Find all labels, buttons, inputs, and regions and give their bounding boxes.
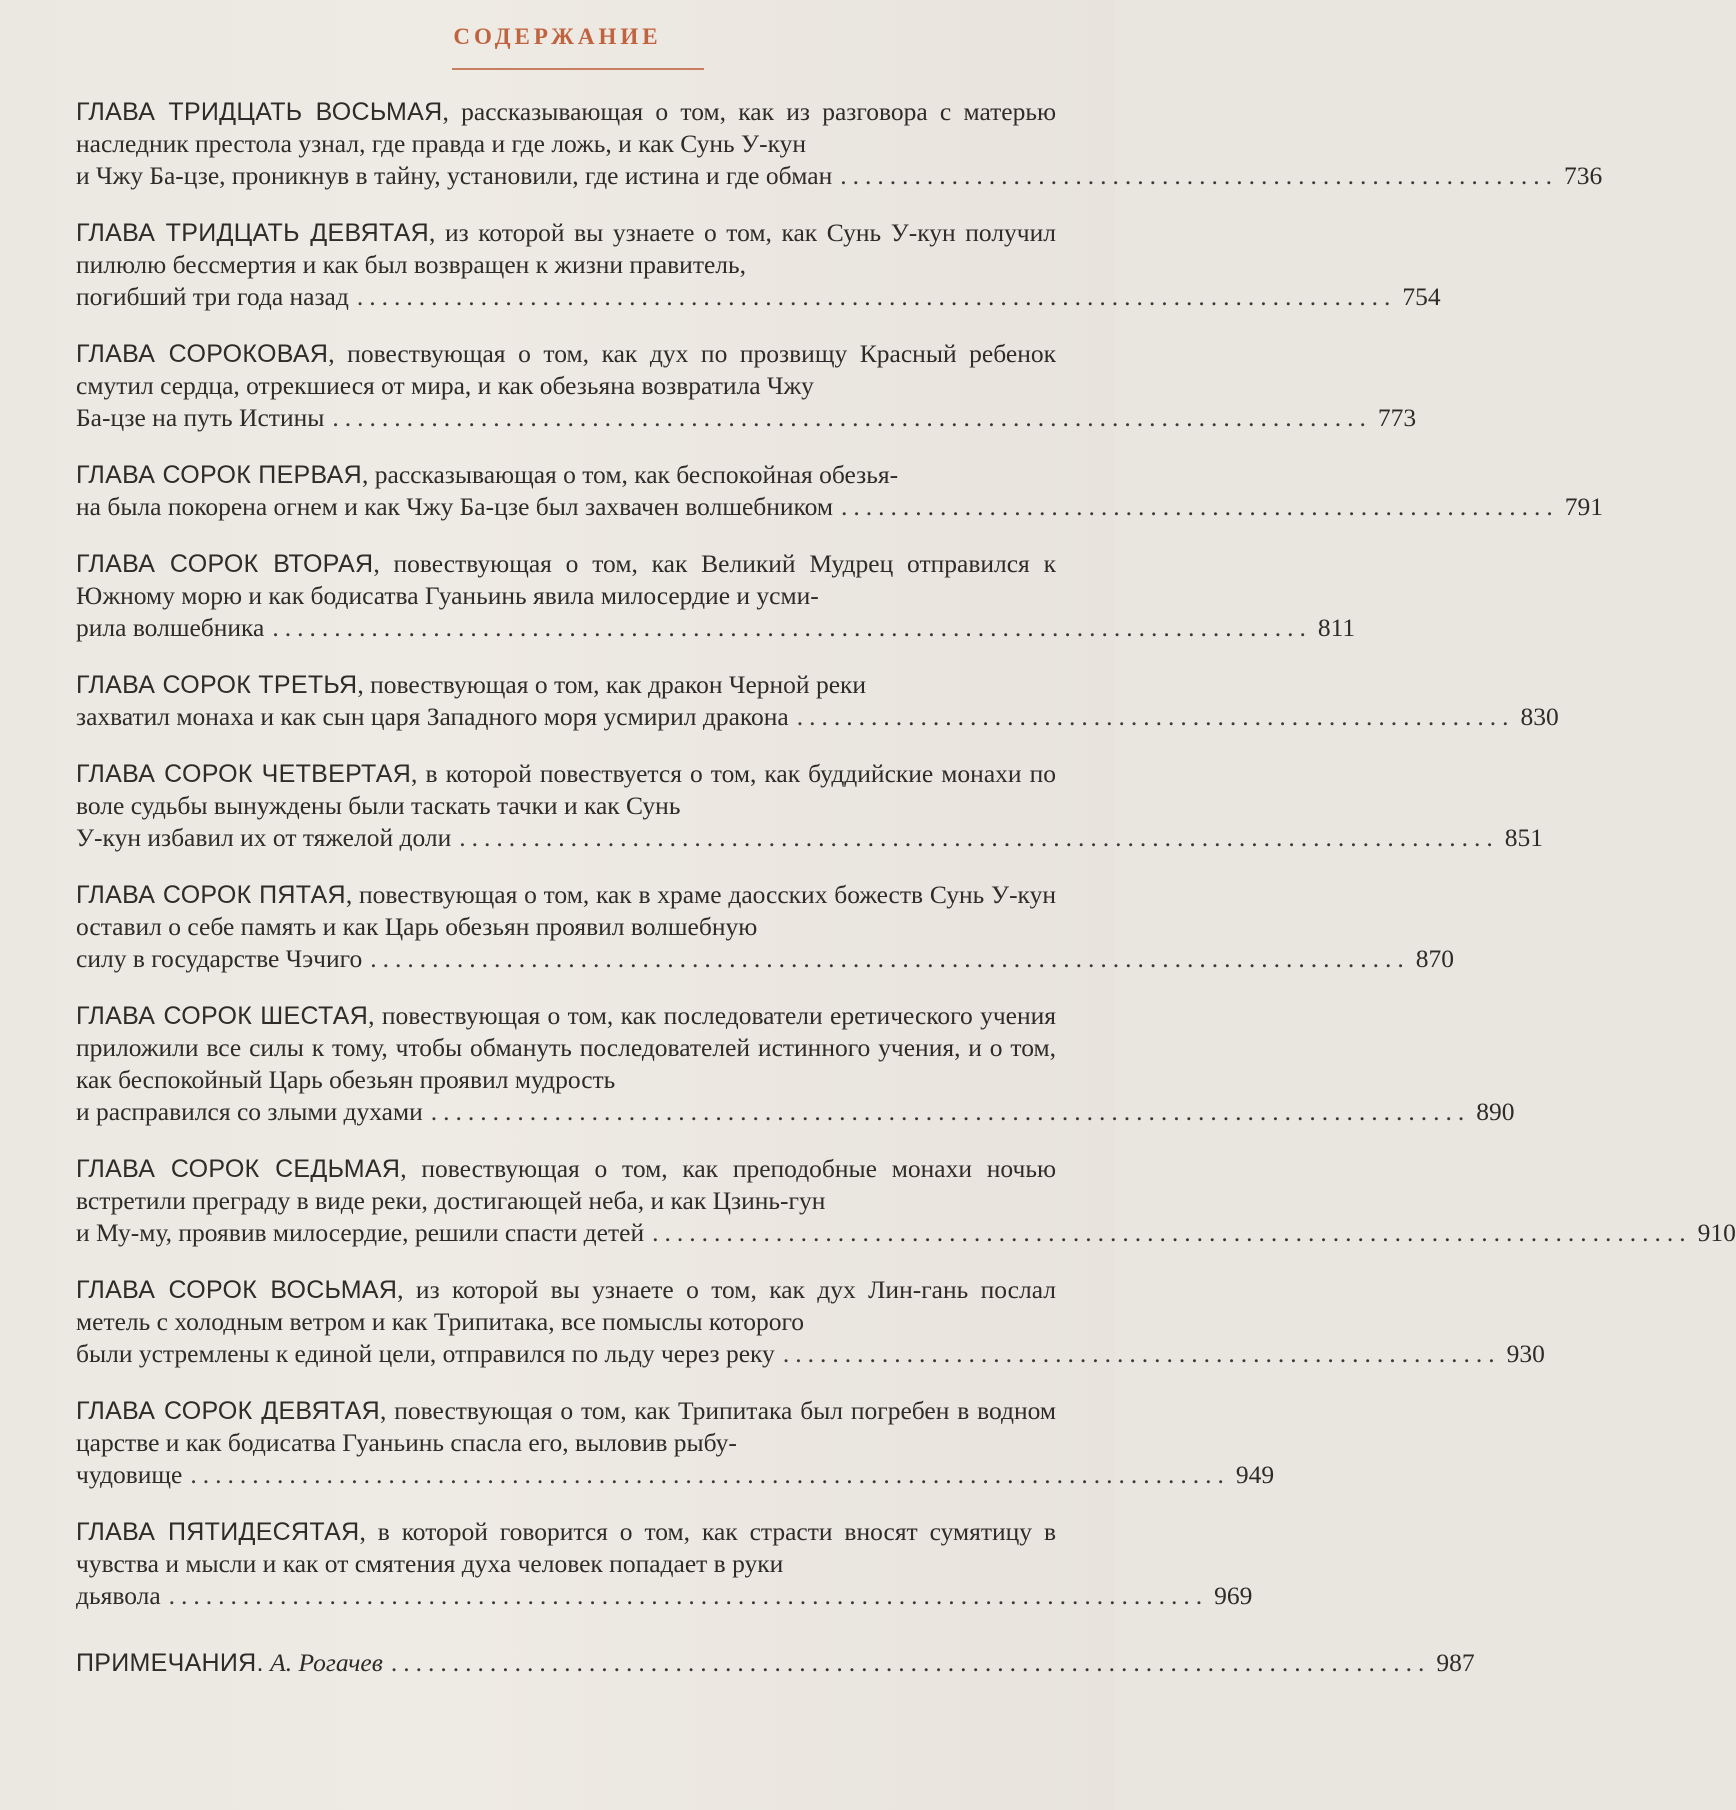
toc-entry[interactable] — [76, 1000, 1515, 1128]
toc-last-line — [76, 160, 1603, 192]
leader-dots: .................................................................................... — [168, 1581, 1209, 1610]
toc-last-line — [76, 1217, 1736, 1249]
toc-last-line — [76, 491, 1604, 523]
page-number: 969 — [1214, 1581, 1253, 1610]
toc-entry[interactable] — [76, 96, 1603, 192]
chapter-title: ГЛАВА ТРИДЦАТЬ ДЕВЯТАЯ — [76, 219, 430, 247]
chapter-description-end: У-кун избавил их от тяжелой доли — [76, 823, 452, 852]
page-number: 754 — [1402, 282, 1441, 311]
chapter-description-end: и Чжу Ба-цзе, проникнув в тайну, установили, где истина и где обман — [76, 161, 833, 190]
heading-underline — [452, 68, 704, 70]
chapter-description: , из которой вы узнаете о том, как Сунь У-кун получил пилюлю бессмертия и как был возвращен к жизни правитель, — [76, 218, 1056, 279]
chapter-description: , в которой говорится о том, как страсти вносят сумятицу в чувства и мысли и как от смятения духа человек попадает в руки — [76, 1517, 1056, 1578]
page-number: 930 — [1506, 1339, 1545, 1368]
toc-entry[interactable] — [76, 1153, 1736, 1249]
chapter-description: , из которой вы узнаете о том, как дух Лин-гань послал метель с холодным ветром и как Трипитака, все помыслы которого — [76, 1275, 1056, 1336]
leader-dots: .................................................................................... — [652, 1218, 1692, 1247]
chapter-description-end: чудовище — [76, 1460, 183, 1489]
page-number: 949 — [1235, 1460, 1275, 1489]
page-number: 870 — [1415, 944, 1454, 973]
leader-dots: .................................................................................... — [430, 1097, 1471, 1126]
toc-entry[interactable] — [76, 548, 1356, 644]
toc-last-line — [76, 402, 1417, 434]
leader-dots: .................................................................................... — [332, 403, 1372, 432]
page-number: 773 — [1377, 403, 1417, 432]
toc-last-line — [76, 281, 1441, 313]
chapter-title: ГЛАВА СОРОКОВАЯ — [76, 340, 329, 368]
chapter-title: ГЛАВА СОРОК ШЕСТАЯ — [76, 1002, 369, 1030]
chapter-description: , повествующая о том, как преподобные монахи ночью встретили преграду в виде реки, достигающей неба, и как Цзинь-гун — [76, 1154, 1056, 1215]
leader-dots: .................................................................................... — [390, 1648, 1431, 1677]
chapter-description-end: и Му-му, проявив милосердие, решили спасти детей — [76, 1218, 645, 1247]
chapter-description: , повествующая о том, как в храме даосских божеств Сунь У-кун оставил о себе память и как Царь обезьян проявил волшебную — [76, 880, 1056, 941]
table-of-contents — [76, 96, 1736, 1677]
contents-heading: СОДЕРЖАНИЕ — [453, 24, 662, 49]
toc-last-line — [76, 1580, 1253, 1612]
leader-dots: .................................................................................... — [356, 282, 1397, 311]
chapter-title: ГЛАВА ТРИДЦАТЬ ВОСЬМАЯ — [76, 98, 443, 126]
toc-entry[interactable] — [76, 217, 1441, 313]
toc-entry[interactable] — [76, 879, 1454, 975]
chapter-title: ГЛАВА СОРОК СЕДЬМАЯ — [76, 1155, 401, 1183]
toc-last-line — [76, 1459, 1275, 1491]
toc-last-line — [76, 943, 1454, 975]
page-number: 851 — [1504, 823, 1543, 852]
page-number: 987 — [1436, 1648, 1475, 1677]
toc-entry[interactable] — [76, 669, 1559, 733]
chapter-description-end: Ба-цзе на путь Истины — [76, 403, 325, 432]
chapter-description: , рассказывающая о том, как из разговора с матерью наследник престола узнал, где правда и где ложь, и как Сунь У-кун — [76, 97, 1056, 158]
toc-entry[interactable] — [76, 1516, 1253, 1612]
toc-last-line — [76, 612, 1356, 644]
chapter-description-end: на была покорена огнем и как Чжу Ба-цзе был захвачен волшебником — [76, 492, 834, 521]
leader-dots: .................................................................................... — [272, 613, 1312, 642]
chapter-title: ГЛАВА СОРОК ВОСЬМАЯ — [76, 1276, 398, 1304]
chapter-title: ГЛАВА ПЯТИДЕСЯТАЯ — [76, 1518, 360, 1546]
notes-author: А. Рогачев — [270, 1648, 383, 1677]
toc-last-line — [76, 1338, 1545, 1370]
leader-dots: .......................................................... — [840, 161, 1558, 190]
page-number: 736 — [1563, 161, 1603, 190]
chapter-description-end: погибший три года назад — [76, 282, 349, 311]
toc-notes-entry[interactable] — [76, 1647, 1475, 1679]
toc-last-line — [76, 1096, 1515, 1128]
chapter-description-end: захватил монаха и как сын царя Западного моря усмирил дракона — [76, 702, 789, 731]
chapter-description: , повествующая о том, как Великий Мудрец отправился к Южному морю и как бодисатва Гуаньинь явила милосердие и усми- — [76, 549, 1056, 610]
notes-title: ПРИМЕЧАНИЯ. — [76, 1649, 264, 1677]
toc-last-line — [76, 1647, 1475, 1679]
chapter-description: , повествующая о том, как последователи еретического учения приложили все силы к тому, чтобы обмануть последователей истинного учения, и о том, как беспокойный Царь обезьян проявил мудрость — [76, 1001, 1056, 1094]
toc-entry[interactable] — [76, 338, 1417, 434]
leader-dots: .................................................................................... — [370, 944, 1410, 973]
leader-dots: .......................................................... — [841, 492, 1559, 521]
chapter-description-end: силу в государстве Чэчиго — [76, 944, 363, 973]
chapter-description-end: и расправился со злыми духами — [76, 1097, 423, 1126]
chapter-description: , повествующая о том, как дракон Черной реки — [357, 670, 867, 699]
chapter-title: ГЛАВА СОРОК ЧЕТВЕРТАЯ — [76, 760, 412, 788]
chapter-description: , повествующая о том, как Трипитака был погребен в водном царстве и как бодисатва Гуаньинь спасла его, выловив рыбу- — [76, 1396, 1056, 1457]
leader-dots: .................................................................................... — [190, 1460, 1230, 1489]
toc-entry[interactable] — [76, 1274, 1545, 1370]
toc-last-line — [76, 701, 1559, 733]
leader-dots: .......................................................... — [782, 1339, 1501, 1368]
toc-last-line — [76, 822, 1543, 854]
chapter-description-end: были устремлены к единой цели, отправился по льду через реку — [76, 1339, 775, 1368]
leader-dots: .................................................................................... — [459, 823, 1499, 852]
chapter-title: ГЛАВА СОРОК ПЯТАЯ — [76, 881, 346, 909]
page-number: 890 — [1476, 1097, 1515, 1126]
toc-entry[interactable] — [76, 758, 1543, 854]
leader-dots: .......................................................... — [796, 702, 1515, 731]
chapter-description: , в которой повествуется о том, как буддийские монахи по воле судьбы вынуждены были таскать тачки и как Сунь — [76, 759, 1056, 820]
chapter-title: ГЛАВА СОРОК ПЕРВАЯ — [76, 461, 363, 489]
page-number: 910 — [1697, 1218, 1736, 1247]
page-number: 791 — [1564, 492, 1604, 521]
toc-entry[interactable] — [76, 1395, 1275, 1491]
toc-entry[interactable] — [76, 459, 1604, 523]
page-number: 830 — [1520, 702, 1559, 731]
chapter-description: , рассказывающая о том, как беспокойная обезья- — [362, 460, 899, 489]
chapter-title: ГЛАВА СОРОК ТРЕТЬЯ — [76, 671, 358, 699]
chapter-description: , повествующая о том, как дух по прозвищу Красный ребенок смутил сердца, отрекшиеся от мира, и как обезьяна возвратила Чжу — [76, 339, 1056, 400]
chapter-title: ГЛАВА СОРОК ДЕВЯТАЯ — [76, 1397, 381, 1425]
chapter-title: ГЛАВА СОРОК ВТОРАЯ — [76, 550, 374, 578]
page-number: 811 — [1317, 613, 1356, 642]
chapter-description-end: рила волшебника — [76, 613, 265, 642]
chapter-description-end: дьявола — [76, 1581, 161, 1610]
